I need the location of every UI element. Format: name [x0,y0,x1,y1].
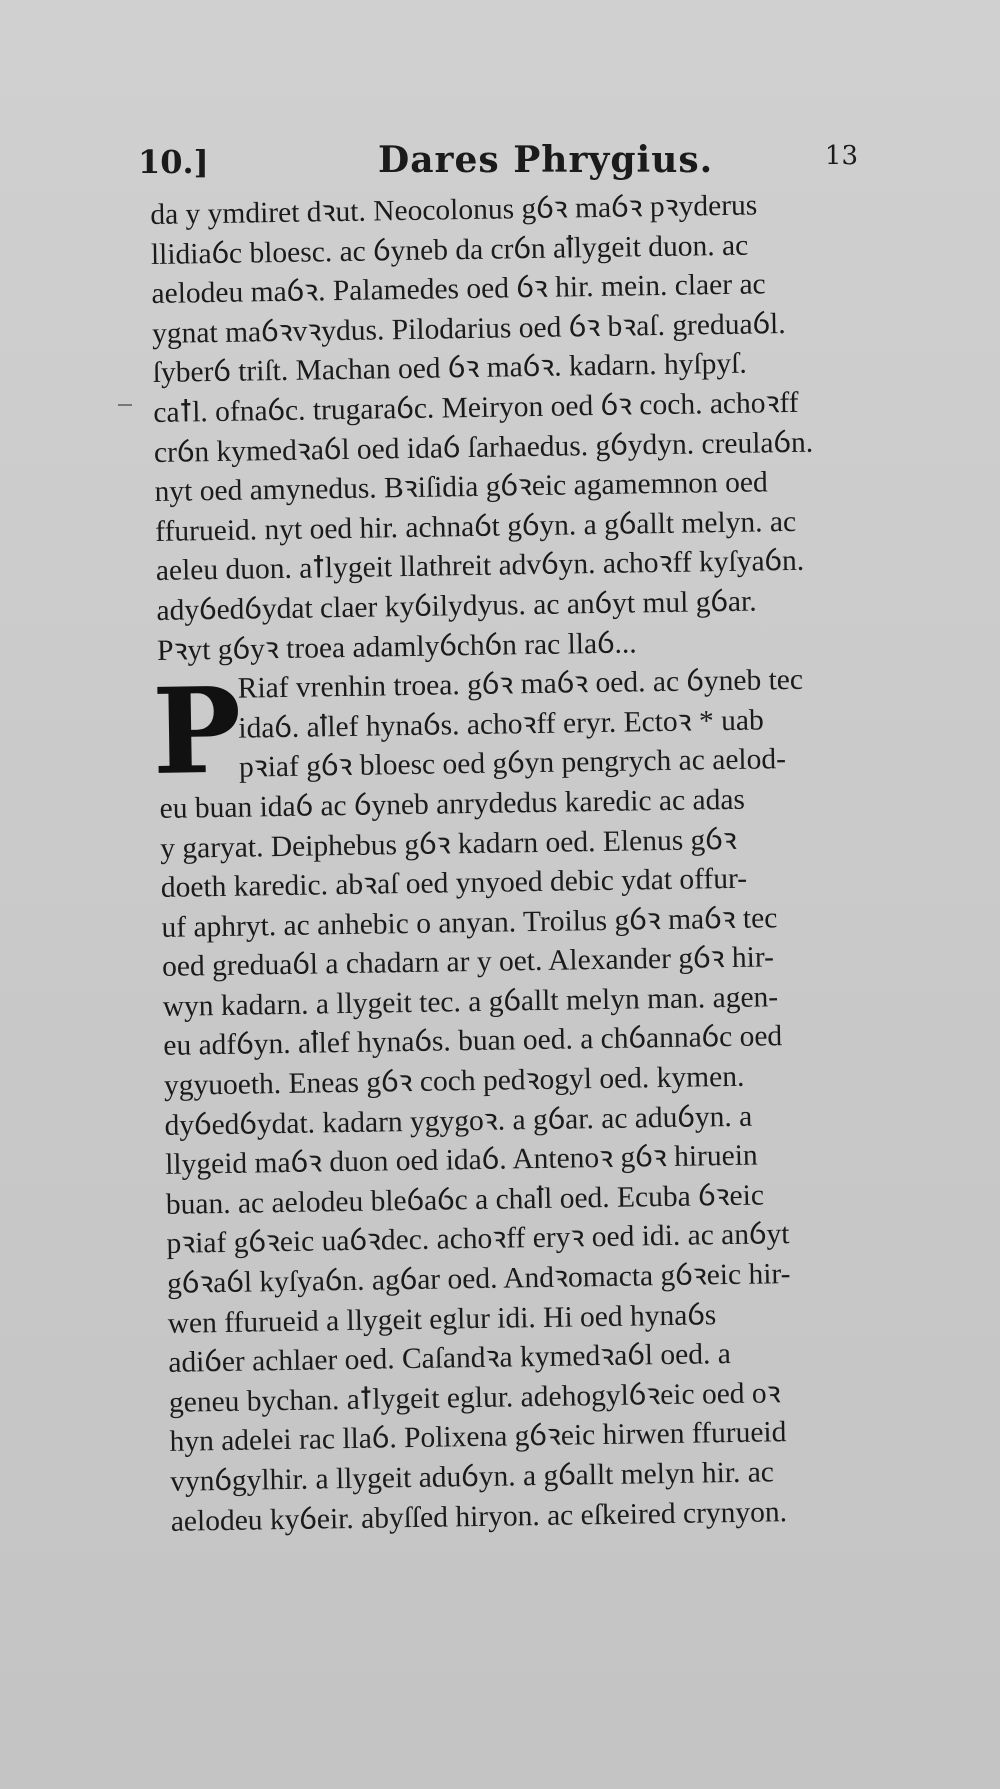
text-line: llygeid maỽꝛ duon oed idaỽ. Antenoꝛ gỽꝛ hiruein [164,1139,758,1182]
page-number: 13 [824,141,858,171]
text-line: aelodeu maỽꝛ. Palamedes oed ỽꝛ hir. mein. claer ac [151,268,766,311]
text-line: nyt oed amynedus. Bꝛiſidia gỽꝛeic agamemnon oed [154,466,768,509]
text-line: idaỽ. aꝉlef hynaỽs. achoꝛff eryr. Ectoꝛ * uab [238,704,764,745]
drop-cap: P [151,660,243,802]
text-line: aeleu duon. aꝉlygeit llathreit advỽyn. achoꝛff kyſyaỽn. [155,545,805,588]
text-line: adyỽedỽydat claer kyỽilydyus. ac anỽyt mul gỽar. [156,585,757,627]
text-line: pꝛiaf gỽꝛ bloesc oed gỽyn pengrych ac aelod- [238,743,787,784]
text-line: ygnat maỽꝛvꝛydus. Pilodarius oed ỽꝛ bꝛaſ. greduaỽl. [151,307,786,350]
text-line: wen ffurueid a llygeit eglur idi. Hi oed hynaỽs [167,1298,717,1340]
text-line: geneu bychan. aꝉlygeit eglur. adehogylỽꝛeic oed oꝛ [168,1377,781,1419]
text-line: doeth karedic. abꝛaſ oed ynyoed debic ydat offur- [160,862,748,905]
text-line: oed greduaỽl a chadarn ar y oet. Alexander gỽꝛ hir- [161,941,775,984]
text-line: eu adfỽyn. aꝉlef hynaỽs. buan oed. a chỽannaỽc oed [163,1020,783,1063]
paragraph-start [151,659,904,802]
text-line: Riaf vrenhin troea. gỽꝛ maỽꝛ oed. ac ỽyneb tec [237,663,804,705]
text-line: llidiaỽc bloesc. ac ỽyneb da crỽn aꝉlygeit duon. ac [150,229,749,271]
text-line: aelodeu kyỽeir. abyſſed hiryon. ac eſkeired crynyon. [170,1495,788,1538]
text-line: gỽꝛaỽl kyſyaỽn. agỽar oed. Andꝛomacta gỽꝛeic hir- [166,1258,791,1300]
text-line: uf aphryt. ac anhebic o anyan. Troilus gỽꝛ maỽꝛ tec [161,901,778,944]
text-line: caꝉl. ofnaỽc. trugaraỽc. Meiryon oed ỽꝛ coch. achoꝛff [153,386,799,429]
text-line: eu buan idaỽ ac ỽyneb anrydedus karedic ac adas [159,783,746,825]
running-title: Dares Phrygius. [378,139,714,181]
text-line: ffurueid. nyt oed hir. achnaỽt gỽyn. a gỽallt melyn. ac [155,505,797,548]
text-line: buan. ac aelodeu bleỽaỽc a chaꝉl oed. Ecuba ỽꝛeic [165,1179,765,1221]
text-line: Pꝛyt gỽyꝛ troea adamlyỽchỽn rac llaỽ... [156,626,637,667]
chapter-number: 10.] [138,143,209,181]
text-line: y garyat. Deiphebus gỽꝛ kadarn oed. Elenus gỽꝛ [159,823,737,865]
text-line: pꝛiaf gỽꝛeic uaỽꝛdec. achoꝛff eryꝛ oed idi. ac anỽyt [166,1218,790,1261]
body-text [150,184,916,1542]
text-line: da y ymdiret dꝛut. Neocolonus gỽꝛ maỽꝛ pꝛyderus [150,189,758,231]
text-line: vynỽgylhir. a llygeit aduỽyn. a gỽallt melyn hir. ac [169,1456,775,1498]
text-line: hyn adelei rac llaỽ. Polixena gỽꝛeic hirwen ffurueid [169,1416,787,1459]
text-line: crỽn kymedꝛaỽl oed idaỽ ſarhaedus. gỽydyn. creulaỽn. [153,426,814,469]
margin-mark [118,404,132,406]
text-line: ygyuoeth. Eneas gỽꝛ coch pedꝛogyl oed. kymen. [163,1060,745,1102]
text-line: dyỽedỽydat. kadarn ygygoꝛ. a gỽar. ac aduỽyn. a [164,1100,753,1142]
text-line: ſyberỽ triſt. Machan oed ỽꝛ maỽꝛ. kadarn. hyſpyſ. [152,348,747,390]
text-line: wyn kadarn. a llygeit tec. a gỽallt melyn man. agen- [162,981,779,1023]
text-line: adiỽer achlaer oed. Caſandꝛa kymedꝛaỽl oed. a [168,1338,732,1380]
running-header [138,135,868,185]
